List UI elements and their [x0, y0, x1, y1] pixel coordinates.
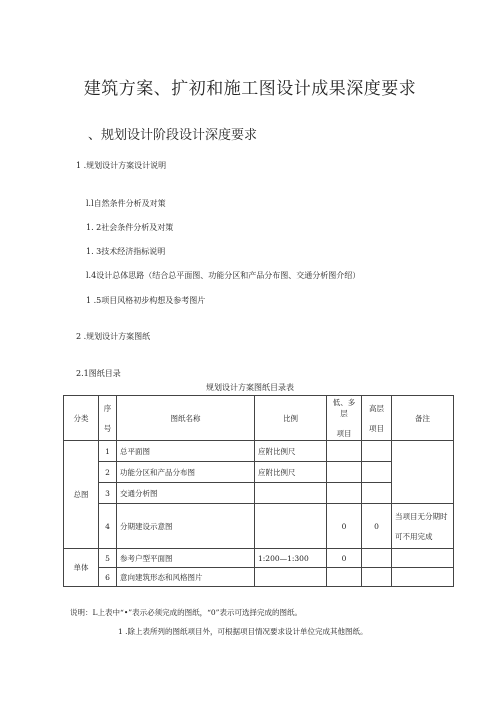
line-2-1: 2.1图纸目录 [76, 369, 121, 378]
name-cell: 分期建设示意图 [117, 504, 255, 549]
header-low-bottom: 项目 [336, 429, 352, 438]
note-cell [392, 441, 454, 504]
name-cell: 总平面图 [117, 441, 255, 462]
header-high [362, 396, 392, 441]
section-heading: 、规划设计阶段设计深度要求 [88, 128, 258, 143]
low-cell: 0 [327, 549, 362, 568]
high-cell [362, 441, 392, 462]
scale-cell: 应附比例尺 [255, 462, 327, 483]
header-high-top: 高层 [369, 403, 384, 413]
header-seq-top: 序 [103, 403, 112, 413]
seq-cell: 6 [99, 568, 117, 587]
low-cell [327, 483, 362, 504]
scale-cell: 应附比例尺 [255, 441, 327, 462]
line-2: 2 .规划设计方案图纸 [76, 332, 151, 341]
table-header-row [64, 396, 454, 441]
line-1-5: 1 .5项目风格初步构想及参考图片 [86, 296, 206, 305]
name-cell: 功能分区和产品分布图 [117, 462, 255, 483]
group-cell: 总图 [64, 441, 99, 549]
table-note-2: 1 .除上表所列的图纸项目外，可根据项目情况要求设计单位完成其他图纸。 [118, 627, 368, 636]
document-title: 建筑方案、扩初和施工图设计成果深度要求 [83, 79, 417, 99]
scale-cell [255, 504, 327, 549]
table-row [64, 568, 454, 587]
seq-cell: 2 [99, 462, 117, 483]
line-1: 1 .规划设计方案设计说明 [76, 161, 167, 170]
name-cell: 意向建筑形态和风格图片 [117, 568, 255, 587]
drawing-list-table [63, 395, 454, 587]
name-cell: 交通分析图 [117, 483, 255, 504]
note-line-2: 可不用完成 [395, 531, 433, 541]
line-1-1: l.l自然条件分析及对策 [86, 199, 166, 208]
high-cell: 0 [362, 504, 392, 549]
high-cell [362, 483, 392, 504]
seq-cell: 3 [99, 483, 117, 504]
header-seq [99, 396, 117, 441]
seq-cell: 4 [99, 504, 117, 549]
scale-cell: 1:200—1:300 [255, 549, 327, 568]
high-cell [362, 568, 392, 587]
header-seq-bottom: 号 [103, 423, 112, 433]
line-1-3: 1. 3技术经济指标说明 [86, 247, 166, 256]
table-note-1: 说明：L上表中“•”表示必须完成的图纸，“0”表示可选择完成的图纸。 [70, 608, 303, 617]
scale-cell [255, 483, 327, 504]
table-row [64, 441, 454, 462]
table-row [64, 549, 454, 568]
note-line-1: 当项目无分期时 [395, 511, 448, 521]
scale-cell [255, 568, 327, 587]
header-scale: 比例 [255, 396, 327, 441]
seq-cell: 1 [99, 441, 117, 462]
high-cell [362, 549, 392, 568]
seq-cell: 5 [99, 549, 117, 568]
header-name: 图纸名称 [117, 396, 255, 441]
name-cell: 参考户型平面图 [117, 549, 255, 568]
header-high-bottom: 项目 [369, 423, 384, 433]
note-cell [392, 568, 454, 587]
note-cell [392, 549, 454, 568]
group-cell: 单体 [64, 549, 99, 587]
header-note: 备注 [392, 396, 454, 441]
high-cell [362, 462, 392, 483]
table-row [64, 504, 454, 549]
header-low-top: 低、多层 [332, 398, 356, 418]
header-low [327, 396, 362, 441]
low-cell [327, 568, 362, 587]
table-caption: 规划设计方案图纸目录表 [206, 383, 294, 392]
line-1-4: l.4设计总体思路（结合总平面图、功能分区和产品分布图、交通分析图介绍） [86, 271, 361, 280]
line-1-2: 1. 2社会条件分析及对策 [86, 223, 174, 232]
low-cell: 0 [327, 504, 362, 549]
header-category: 分类 [64, 396, 99, 441]
low-cell [327, 441, 362, 462]
note-cell [392, 504, 454, 549]
low-cell [327, 462, 362, 483]
